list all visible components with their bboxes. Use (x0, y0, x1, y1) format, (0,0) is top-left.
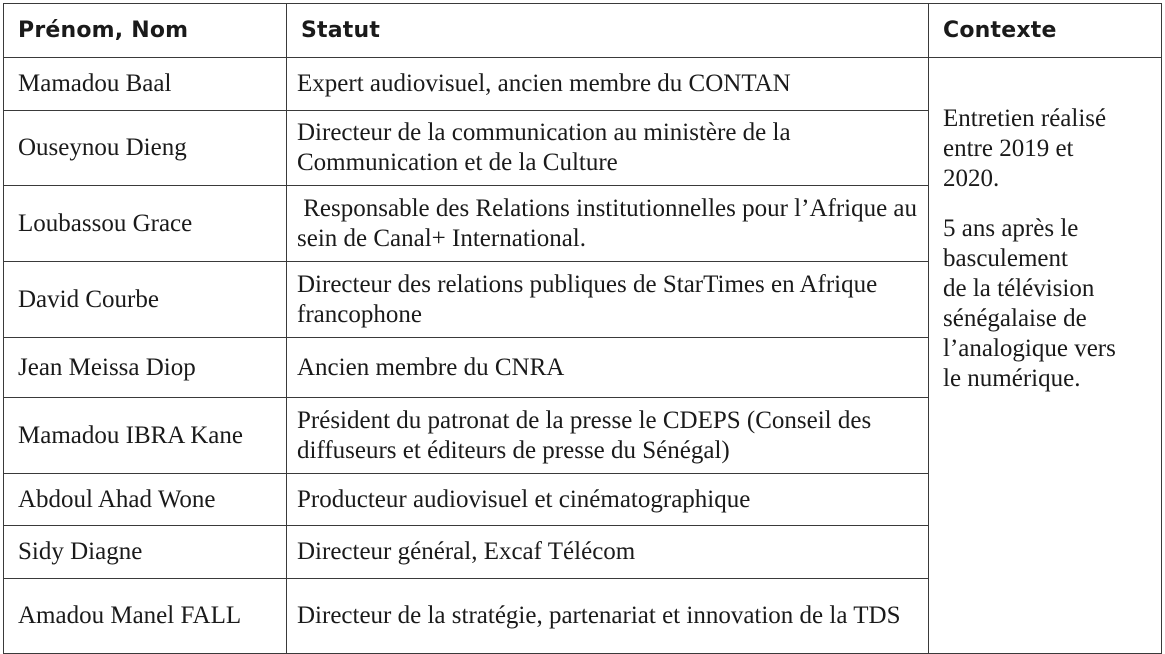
cell-status: Producteur audiovisuel et cinématographique (287, 474, 929, 526)
cell-status: Responsable des Relations institutionnelles pour l’Afrique au sein de Canal+ International. (287, 186, 929, 262)
cell-status: Directeur de la communication au ministère de la Communication et de la Culture (287, 111, 929, 186)
cell-status: Directeur général, Excaf Télécom (287, 526, 929, 579)
cell-status: Ancien membre du CNRA (287, 338, 929, 398)
cell-context (929, 58, 1162, 654)
cell-name: Mamadou IBRA Kane (4, 398, 287, 474)
cell-name: Sidy Diagne (4, 526, 287, 579)
header-name: Prénom, Nom (4, 4, 287, 58)
interview-table (3, 3, 1162, 654)
header-context: Contexte (929, 4, 1162, 58)
context-paragraph-2: 5 ans après le basculement de la télévision sénégalaise de l’analogique vers le numérique. (943, 215, 1116, 392)
cell-name: Ouseynou Dieng (4, 111, 287, 186)
cell-name: Loubassou Grace (4, 186, 287, 262)
cell-status: Expert audiovisuel, ancien membre du CONTAN (287, 58, 929, 111)
cell-status: Président du patronat de la presse le CDEPS (Conseil des diffuseurs et éditeurs de presse du Sénégal) (287, 398, 929, 474)
cell-name: Mamadou Baal (4, 58, 287, 111)
header-status: Statut (287, 4, 929, 58)
cell-name: Amadou Manel FALL (4, 579, 287, 654)
context-paragraph-1: Entretien réalisé entre 2019 et 2020. (943, 105, 1107, 192)
table-row (4, 58, 1162, 111)
cell-name: David Courbe (4, 262, 287, 338)
cell-status: Directeur des relations publiques de StarTimes en Afrique francophone (287, 262, 929, 338)
cell-status: Directeur de la stratégie, partenariat et innovation de la TDS (287, 579, 929, 654)
cell-name: Abdoul Ahad Wone (4, 474, 287, 526)
header-row (4, 4, 1162, 58)
cell-name: Jean Meissa Diop (4, 338, 287, 398)
